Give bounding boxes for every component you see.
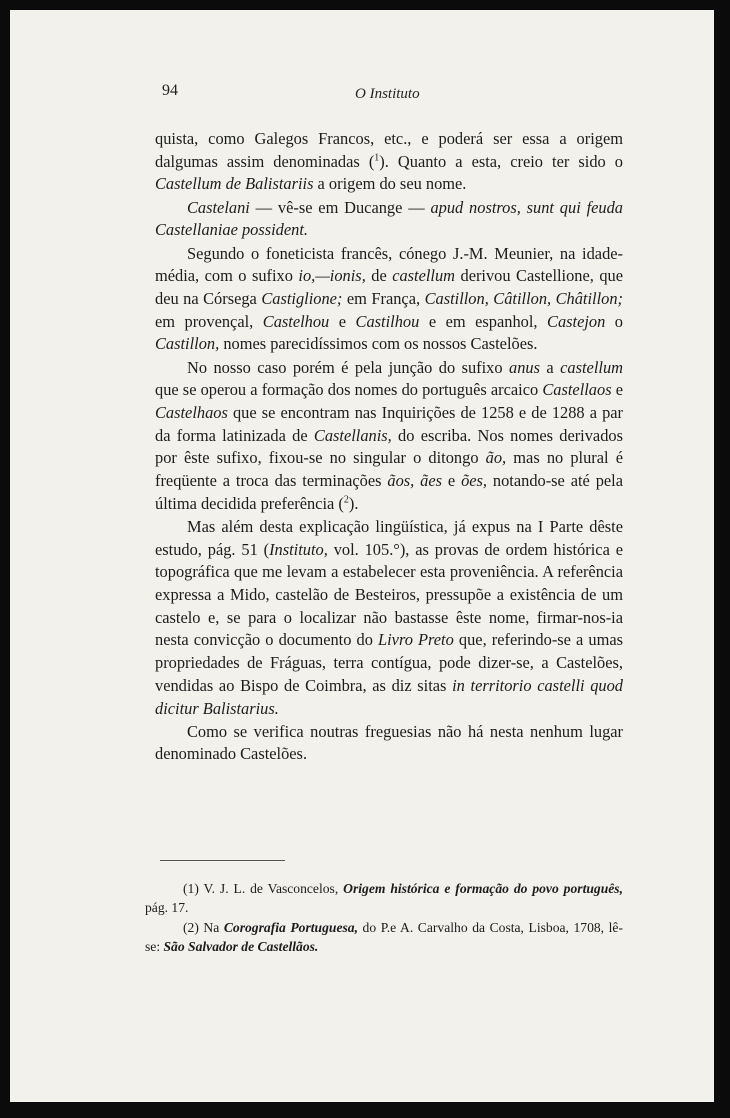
text-run: mas no plural é freqüente a troca das terminações [155, 448, 623, 491]
text-run: que se encontram nas Inquirições de 1258 e de 1288 a par da forma latinizada de [155, 402, 623, 445]
text-run: — vê-se em Ducange — [249, 197, 431, 217]
paragraph-1 [155, 128, 623, 196]
footnotes [145, 880, 623, 958]
text-run: No nosso caso porém é pela junção do sufixo [187, 357, 510, 377]
italic-run: Castiglione; [261, 288, 343, 308]
italic-run: castellum [392, 266, 456, 286]
text-run: pág. 17. [145, 899, 189, 915]
footnote-ref-1: 1 [374, 152, 380, 164]
text-run: em provençal, [155, 311, 263, 331]
italic-run: ãos, ães [387, 471, 442, 491]
text-run: o [605, 311, 623, 331]
text-run: e [611, 380, 623, 400]
text-run: V. J. L. de Vasconcelos, [198, 881, 344, 896]
text-run: vol. 105.°), as provas de ordem histórica e topográfica que me levam a estabelecer esta proveniência. A referência expressa a Mido, castelão de Besteiros, pressupõe a existência de um castelo e, se para o localizar não bastasse êste nome, firmar-nos-ia nesta convicção o documento do [155, 539, 623, 650]
text-run: ). [348, 493, 359, 513]
text-run: e [329, 311, 356, 331]
text-run: e em espanhol, [419, 311, 548, 331]
italic-run: Castilhou [355, 311, 420, 331]
italic-run: Castelhou [262, 311, 330, 331]
text-run: ). Quanto a esta, creio ter sido o [379, 151, 623, 171]
text-run: derivou Castellione, que deu na Córsega [155, 266, 623, 308]
italic-run: ões, [461, 471, 488, 491]
footnote-mark: (2) [183, 920, 199, 935]
italic-run: Castelani [187, 197, 250, 217]
page-header [10, 82, 714, 112]
footnote-mark: (1) [183, 881, 199, 896]
text-run: e [442, 471, 462, 491]
italic-run: Corografia Portuguesa, [223, 920, 358, 935]
text-run: quista, como Galegos Francos, etc., e poderá ser essa a origem dalgumas assim denominadas ( [155, 129, 623, 171]
italic-run: ão, [485, 448, 507, 468]
italic-run: Origem histórica e formação do povo português, [343, 881, 623, 896]
italic-run: Castillon, [155, 334, 220, 354]
footnote-divider [160, 860, 285, 861]
text-run: Segundo o foneticista francês, cónego J.-M. Meunier, na idade-média, com o sufixo [155, 243, 623, 286]
italic-run: Castejon [547, 311, 606, 331]
italic-run: Castellum de Balistariis [155, 174, 314, 194]
italic-run: São Salvador de Castellãos. [163, 938, 319, 954]
italic-run: castellum [560, 357, 623, 377]
text-run: nomes parecidíssimos com os nossos Castelões. [219, 334, 538, 354]
text-run: que se operou a formação dos nomes do português arcaico [155, 380, 543, 400]
italic-run: Castelhaos [155, 402, 228, 422]
text-run: do P.e A. Carvalho da Costa, Lisboa, 1708, lê-se: [145, 920, 623, 954]
italic-run: Castellanis, [313, 425, 392, 445]
text-run: Como se verifica noutras freguesias não há nesta nenhum lugar denominado Castelões. [155, 721, 623, 764]
footnote-2 [145, 919, 623, 956]
book-page [10, 10, 714, 1102]
text-run: a [539, 357, 561, 377]
paragraph-5 [155, 516, 623, 720]
running-title: O Instituto [355, 86, 420, 102]
body-text [155, 128, 623, 767]
page-number: 94 [162, 82, 178, 99]
text-run: de [365, 266, 393, 286]
text-run: Mas além desta explicação lingüística, já expus na I Parte dêste estudo, pág. 51 ( [155, 516, 623, 559]
paragraph-2 [155, 197, 623, 242]
paragraph-4 [155, 357, 623, 516]
italic-run: Castellaos [542, 380, 612, 400]
italic-run: io,—ionis, [298, 266, 366, 286]
text-run: do escriba. Nos nomes derivados por êste sufixo, fixou-se no singular o ditongo [155, 425, 623, 468]
italic-run: in territorio castelli quod dicitur Balistarius. [155, 675, 624, 718]
text-run: Na [198, 920, 224, 935]
footnote-1 [145, 880, 623, 917]
paragraph-3 [155, 243, 623, 357]
italic-run: Castillon, Câtillon, Châtillon; [424, 288, 623, 308]
text-run: a origem do seu nome. [313, 174, 467, 194]
text-run: em França, [342, 288, 425, 308]
footnote-ref-2: 2 [343, 494, 349, 506]
text-run: notando-se até pela última decidida preferência ( [155, 471, 623, 513]
italic-run: anus [509, 357, 540, 377]
italic-run: apud nostros, sunt qui feuda Castellaniae possident. [155, 197, 623, 240]
text-run: que, referindo-se a umas propriedades de Fráguas, terra contígua, pode dizer-se, a Castelões, vendidas ao Bispo de Coimbra, as diz sitas [155, 630, 623, 695]
italic-run: Instituto, [269, 539, 328, 559]
paragraph-6 [155, 721, 623, 766]
italic-run: Livro Preto [378, 630, 454, 650]
